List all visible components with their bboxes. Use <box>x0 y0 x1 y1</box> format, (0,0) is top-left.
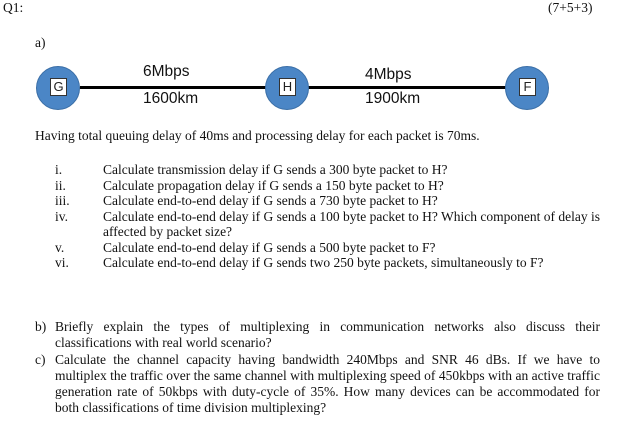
item-text: Calculate end-to-end delay if G sends a 500 byte packet to F? <box>103 239 436 255</box>
link2-bandwidth: 4Mbps <box>365 66 412 83</box>
list-item <box>55 162 600 178</box>
item-text: Calculate transmission delay if G sends a 300 byte packet to H? <box>103 162 448 177</box>
part-c-label: c) <box>35 352 46 367</box>
part-b <box>35 319 600 351</box>
node-f-label: F <box>519 78 536 96</box>
node-g <box>36 66 80 110</box>
item-text: Calculate propagation delay if G sends a 150 byte packet to H? <box>103 177 444 193</box>
item-text: Calculate end-to-end delay if G sends a 100 byte packet to H? Which component of delay is affected by packet size? <box>103 208 600 239</box>
link2-distance: 1900km <box>365 90 421 107</box>
list-item <box>55 193 600 209</box>
part-c-text: Calculate the channel capacity having bandwidth 240Mbps and SNR 46 dBs. If we have to multiplex the traffic over the same channel with multiplexing speed of 450kbps with an active traffic generation rate of 50kbps with duty-cycle of 35%. How many devices can be accommodated for both classifications of time division multiplexing? <box>55 352 600 415</box>
part-c <box>35 352 600 416</box>
item-number: iv. <box>55 208 68 224</box>
list-item <box>55 178 600 194</box>
list-item <box>55 240 600 256</box>
item-number: i. <box>55 162 63 177</box>
node-h <box>265 66 309 110</box>
item-number: ii. <box>55 177 66 193</box>
part-b-text: Briefly explain the types of multiplexing in communication networks also discuss their classifications with real world scenario? <box>55 319 600 350</box>
link-h-f <box>300 86 514 89</box>
item-number: v. <box>55 239 65 255</box>
item-number: iii. <box>55 193 70 208</box>
item-text: Calculate end-to-end delay if G sends a 730 byte packet to H? <box>103 193 438 208</box>
link-g-h <box>80 86 274 89</box>
subquestion-list <box>55 162 600 271</box>
node-g-label: G <box>50 78 67 96</box>
node-h-label: H <box>279 78 296 96</box>
part-b-label: b) <box>35 319 47 334</box>
node-f <box>505 66 549 110</box>
intro-text: Having total queuing delay of 40ms and processing delay for each packet is 70ms. <box>35 128 480 143</box>
part-a-label: a) <box>35 35 46 50</box>
list-item <box>55 255 600 271</box>
list-item <box>55 209 600 240</box>
link1-bandwidth: 6Mbps <box>143 63 190 80</box>
question-number: Q1: <box>3 0 24 15</box>
link1-distance: 1600km <box>143 90 199 107</box>
marks-allocation: (7+5+3) <box>548 0 593 15</box>
item-text: Calculate end-to-end delay if G sends two 250 byte packets, simultaneously to F? <box>103 255 544 270</box>
item-number: vi. <box>55 255 69 270</box>
